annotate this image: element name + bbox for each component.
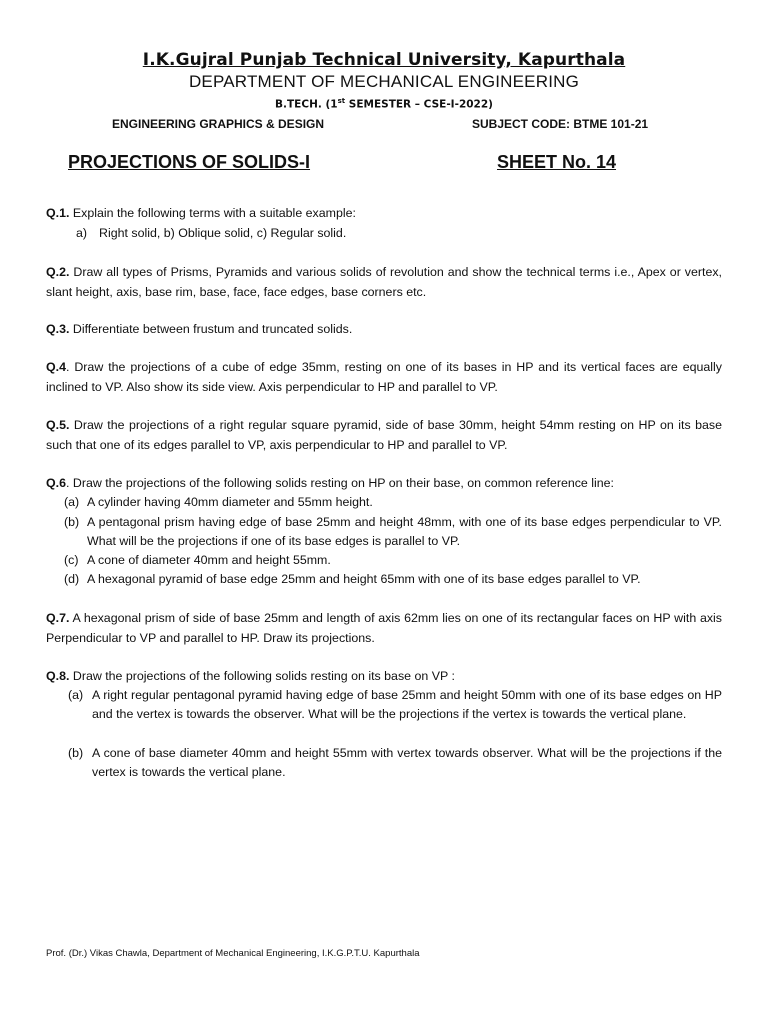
item-text: A cylinder having 40mm diameter and 55mm height.: [87, 495, 373, 509]
item-label: (a): [64, 495, 80, 509]
question-7: [46, 609, 722, 648]
item-text: Right solid, b) Oblique solid, c) Regular solid.: [99, 226, 347, 240]
item-label: a): [76, 226, 88, 240]
subject-code: SUBJECT CODE: BTME 101-21: [472, 117, 649, 131]
item-label: (b): [64, 515, 80, 529]
item-text: A cone of base diameter 40mm and height 55mm with vertex towards observer. What will be the projections if the vertex is towards the vertical plane.: [92, 746, 722, 779]
question-5: [46, 416, 722, 455]
question-text: . Draw the projections of the following solids resting on HP on their base, on common reference line:: [65, 476, 614, 490]
item-text: A hexagonal pyramid of base edge 25mm and height 65mm with one of its base edges parallel to VP.: [87, 572, 641, 586]
question-number: Q.4: [46, 360, 66, 374]
item-label: (c): [64, 553, 79, 567]
course-suffix: SEMESTER – CSE-I-2022): [345, 98, 493, 111]
course-line: [0, 97, 768, 111]
item-text: A right regular pentagonal pyramid having edge of base 25mm and height 50mm with one of its base edges on HP and the vertex is towards the observer. What will be the projections if the vertex is towards the vertical plane.: [92, 688, 722, 721]
question-number: Q.5.: [46, 418, 70, 432]
course-superscript: st: [337, 97, 346, 105]
question-6-item-b: [64, 513, 722, 551]
item-text: A cone of diameter 40mm and height 55mm.: [87, 553, 331, 567]
question-2: [46, 263, 722, 302]
question-number: Q.2.: [46, 265, 70, 279]
question-text: Explain the following terms with a suitable example:: [69, 206, 356, 220]
question-text: Draw all types of Prisms, Pyramids and various solids of revolution and show the technical terms i.e., Apex or vertex, slant height, axis, base rim, base, face, face edges, base corners etc.: [46, 265, 722, 299]
question-text: A hexagonal prism of side of base 25mm and length of axis 62mm lies on one of its rectangular faces on HP with axis Perpendicular to VP and parallel to HP. Draw its projections.: [46, 611, 722, 645]
item-label: (b): [68, 746, 84, 760]
question-6-item-a: [64, 493, 722, 512]
university-name: I.K.Gujral Punjab Technical University, Kapurthala: [142, 50, 626, 70]
page-footer: Prof. (Dr.) Vikas Chawla, Department of Mechanical Engineering, I.K.G.P.T.U. Kapurthala: [46, 948, 420, 959]
question-8-item-b: [68, 744, 722, 782]
question-6: [46, 474, 722, 494]
subject-name: ENGINEERING GRAPHICS & DESIGN: [112, 117, 325, 131]
question-3: [46, 320, 722, 340]
department-name: DEPARTMENT OF MECHANICAL ENGINEERING: [188, 72, 580, 91]
question-1-item-a: [76, 224, 676, 243]
sheet-title: PROJECTIONS OF SOLIDS-I: [68, 152, 311, 172]
question-4: [46, 358, 722, 397]
item-label: (d): [64, 572, 80, 586]
sheet-number: SHEET No. 14: [497, 152, 617, 172]
item-text: A pentagonal prism having edge of base 25mm and height 48mm, with one of its base edges perpendicular to VP. What will be the projections if one of its base edges is parallel to VP.: [87, 515, 722, 548]
course-prefix: B.TECH. (1: [275, 98, 338, 111]
question-number: Q.7.: [46, 611, 70, 625]
question-text: Draw the projections of a right regular square pyramid, side of base 30mm, height 54mm resting on HP on its base such that one of its edges parallel to VP, axis perpendicular to HP and parallel to VP.: [46, 418, 722, 452]
question-8-item-a: [68, 686, 722, 724]
question-text: Draw the projections of the following solids resting on its base on VP :: [69, 669, 455, 683]
question-1: [46, 204, 722, 224]
question-text: . Draw the projections of a cube of edge 35mm, resting on one of its bases in HP and its vertical faces are equally inclined to VP. Also show its side view. Axis perpendicular to HP and parallel to VP.: [46, 360, 722, 394]
question-6-item-d: [64, 570, 722, 589]
question-text: Differentiate between frustum and truncated solids.: [69, 322, 353, 336]
question-number: Q.3.: [46, 322, 70, 336]
item-label: (a): [68, 688, 84, 702]
question-6-item-c: [64, 551, 722, 570]
question-number: Q.6: [46, 476, 66, 490]
question-8: [46, 667, 722, 687]
question-number: Q.1.: [46, 206, 70, 220]
question-number: Q.8.: [46, 669, 70, 683]
